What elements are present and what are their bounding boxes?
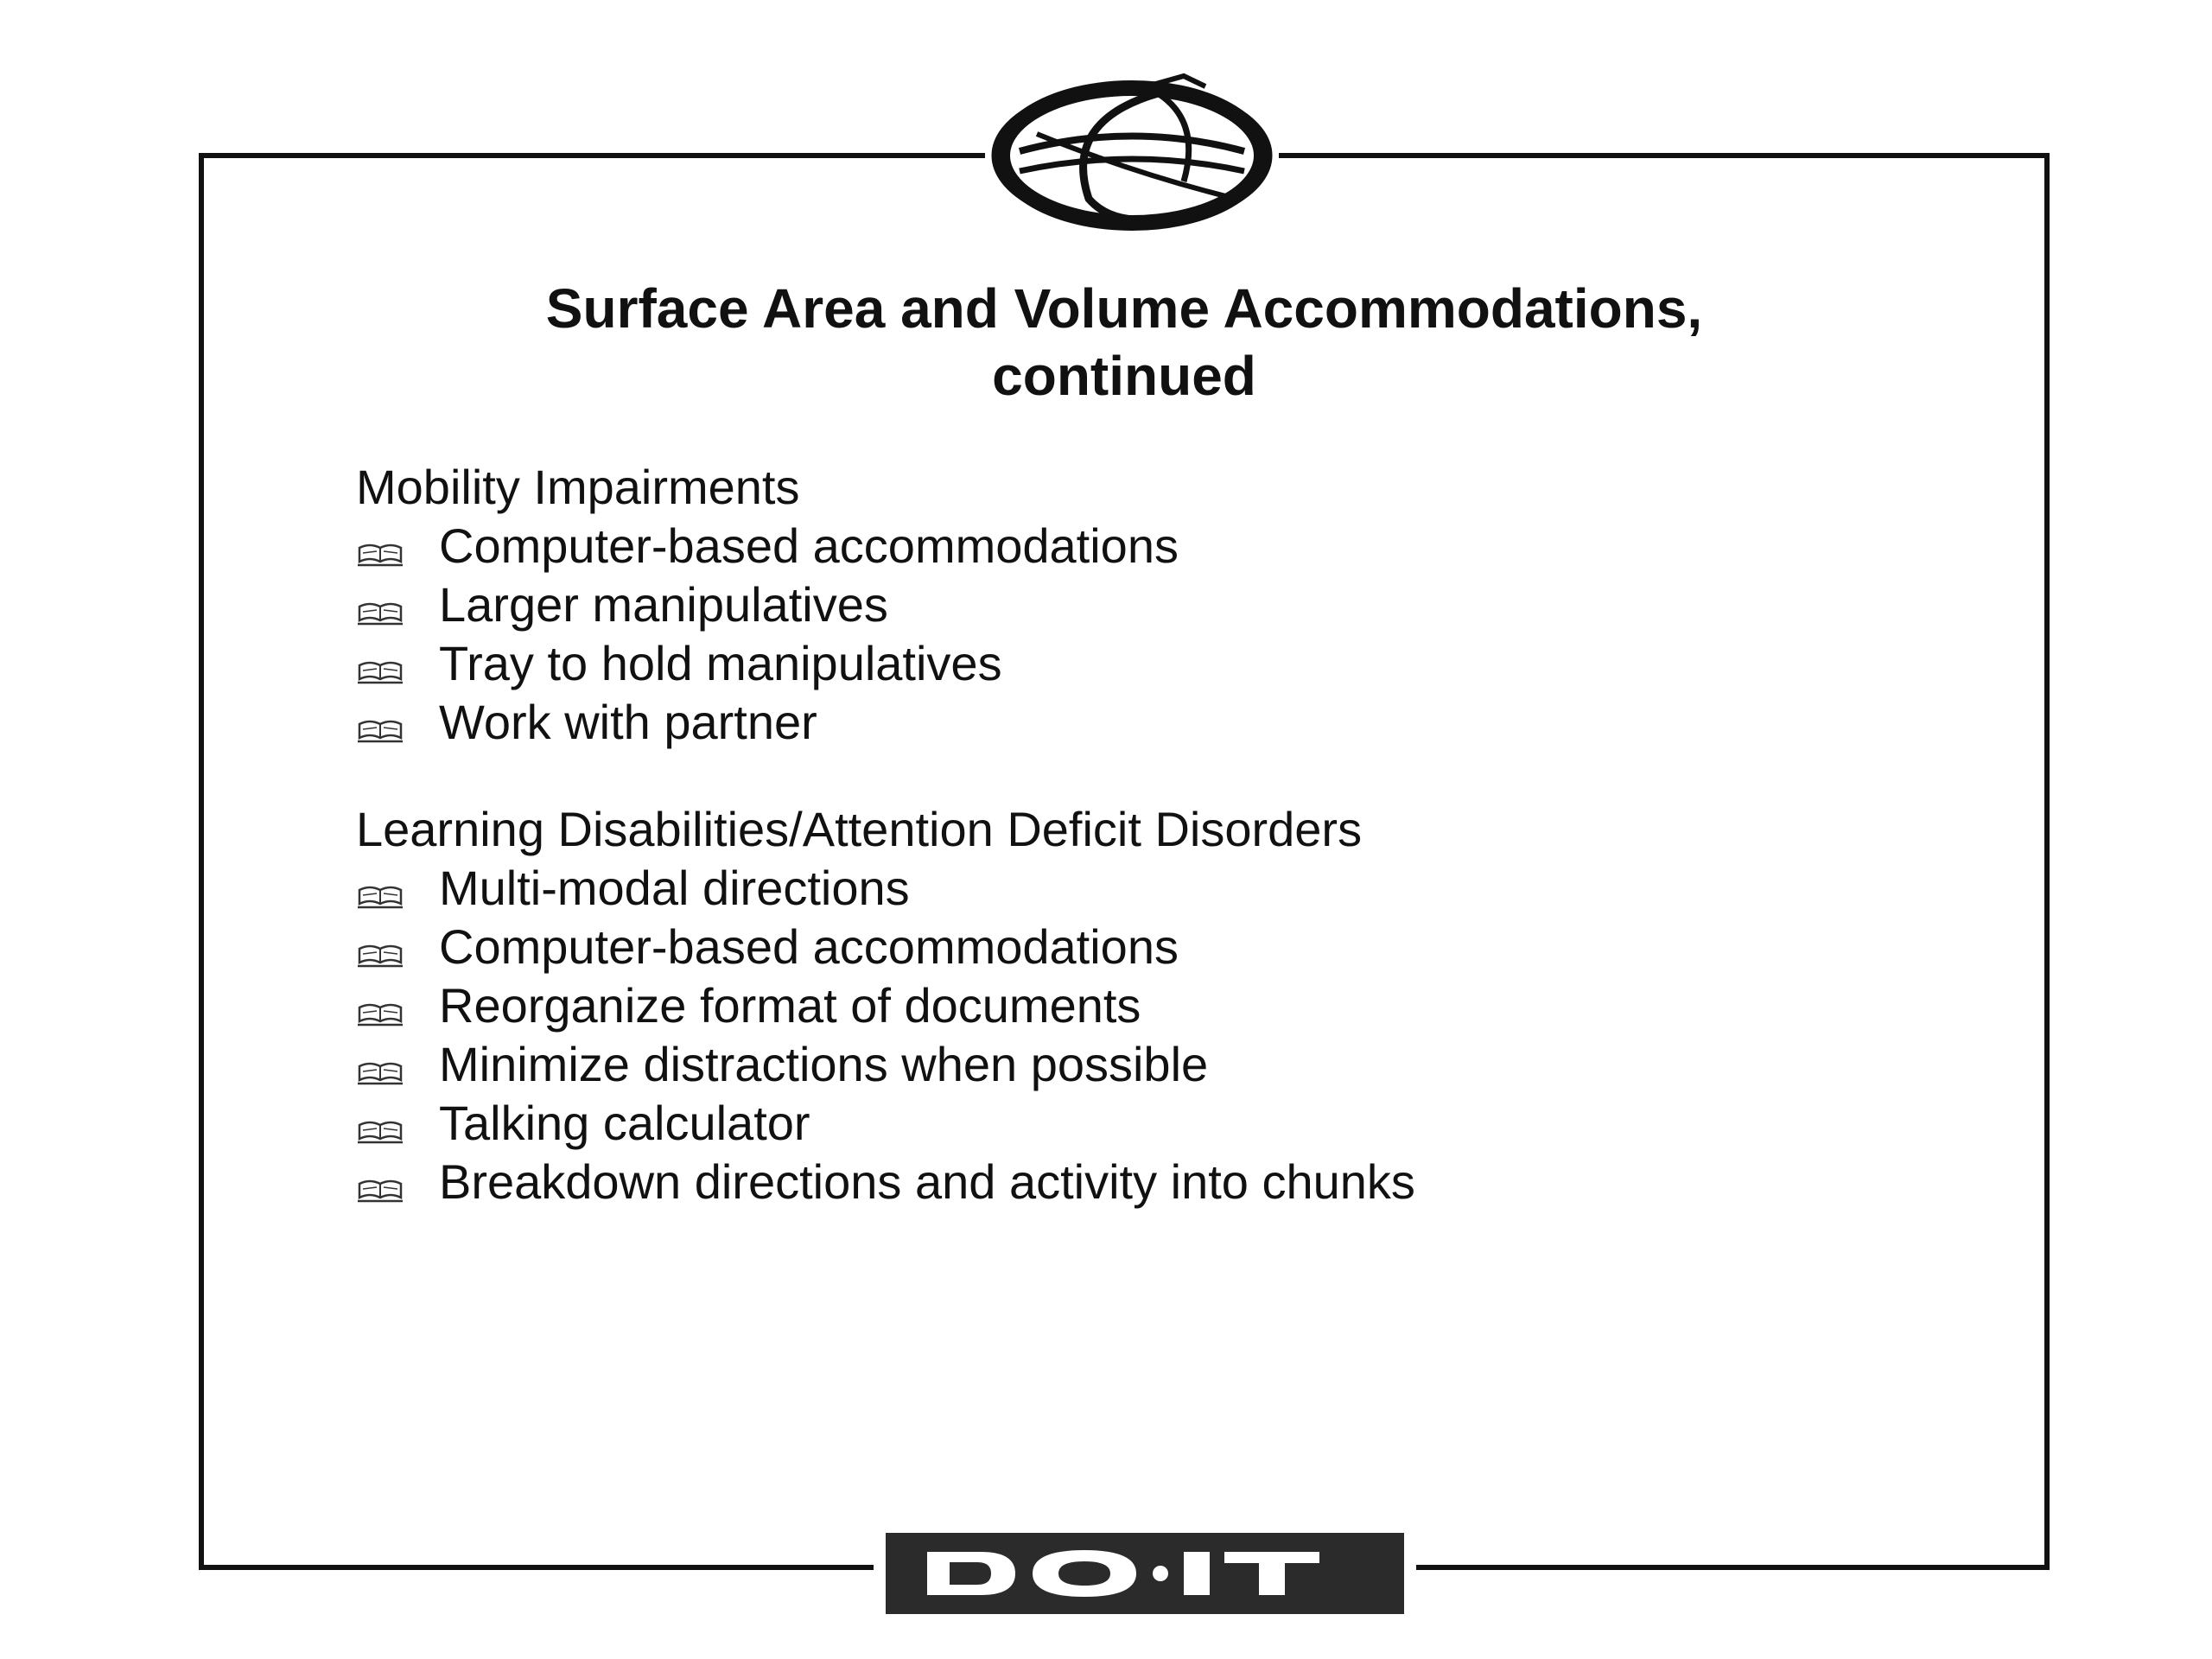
list-item	[356, 1153, 1998, 1211]
open-book-icon	[356, 1113, 404, 1147]
open-book-icon	[356, 995, 404, 1030]
list-item-label: Breakdown directions and activity into chunks	[439, 1154, 1415, 1209]
doit-logo-text	[886, 1614, 887, 1615]
list-item-label: Larger manipulatives	[439, 577, 888, 632]
doit-logo	[874, 1529, 1416, 1616]
accommodation-list	[356, 517, 1998, 752]
list-item	[356, 1094, 1998, 1153]
list-item	[356, 693, 1998, 752]
title-line-1: Surface Area and Volume Accommodations,	[545, 277, 1703, 340]
accommodation-list	[356, 859, 1998, 1211]
accommodations-content	[356, 458, 1998, 1260]
list-item-label: Computer-based accommodations	[439, 919, 1179, 974]
open-book-icon	[356, 1172, 404, 1206]
section-heading: Mobility Impairments	[356, 460, 800, 514]
list-item-label: Multi-modal directions	[439, 861, 910, 915]
list-item-label: Computer-based accommodations	[439, 518, 1179, 573]
open-book-icon	[356, 594, 404, 629]
list-item	[356, 517, 1998, 575]
open-book-icon	[356, 536, 404, 570]
section-learning-disabilities	[356, 800, 1998, 1211]
list-item	[356, 634, 1998, 693]
list-item	[356, 859, 1998, 918]
doit-logo-badge	[886, 1533, 1404, 1614]
list-item	[356, 1035, 1998, 1094]
open-book-icon	[356, 653, 404, 688]
list-item-label: Tray to hold manipulatives	[439, 636, 1002, 690]
section-heading: Learning Disabilities/Attention Deficit Disorders	[356, 802, 1363, 856]
list-item	[356, 976, 1998, 1035]
list-item	[356, 918, 1998, 976]
globe-logo-icon	[985, 69, 1279, 238]
open-book-icon	[356, 878, 404, 912]
open-book-icon	[356, 712, 404, 747]
page-title	[199, 275, 2050, 410]
list-item-label: Work with partner	[439, 695, 817, 749]
section-mobility-impairments	[356, 458, 1998, 752]
list-item-label: Reorganize format of documents	[439, 978, 1141, 1033]
list-item-label: Talking calculator	[439, 1096, 810, 1150]
title-line-2: continued	[992, 345, 1256, 407]
open-book-icon	[356, 1054, 404, 1089]
list-item-label: Minimize distractions when possible	[439, 1037, 1209, 1091]
open-book-icon	[356, 937, 404, 971]
list-item	[356, 575, 1998, 634]
